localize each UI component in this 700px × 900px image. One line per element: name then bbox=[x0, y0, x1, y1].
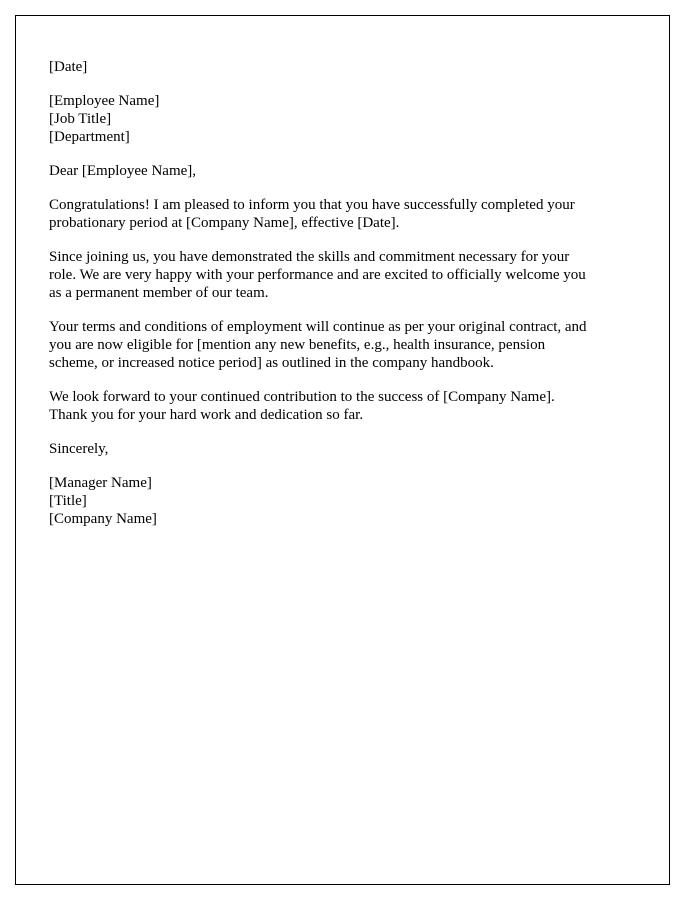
closing: Sincerely, bbox=[49, 441, 109, 457]
paragraph-thanks: We look forward to your continued contribution to the success of [Company Name]. Thank you for your hard work and dedication so far. bbox=[49, 389, 555, 423]
paragraph-terms: Your terms and conditions of employment will continue as per your original contract, and you are now eligible for [mention any new benefits, e.g., health insurance, pension scheme, or increased notice period] as outlined in the company handbook. bbox=[49, 319, 587, 371]
letter-body bbox=[16, 16, 636, 528]
signature-company-name: [Company Name] bbox=[49, 511, 157, 527]
recipient-department: [Department] bbox=[49, 129, 130, 145]
date-block bbox=[49, 58, 596, 76]
paragraph-performance: Since joining us, you have demonstrated the skills and commitment necessary for your role. We are very happy with your performance and are excited to officially welcome you as a permanent member of our team. bbox=[49, 249, 586, 301]
signature-manager-name: [Manager Name] bbox=[49, 475, 152, 491]
recipient-name: [Employee Name] bbox=[49, 93, 160, 109]
date-placeholder: [Date] bbox=[49, 59, 88, 75]
recipient-job-title: [Job Title] bbox=[49, 111, 112, 127]
signature-title: [Title] bbox=[49, 493, 87, 509]
signature-block bbox=[49, 474, 596, 528]
letter-page bbox=[15, 15, 670, 885]
paragraph-congratulations: Congratulations! I am pleased to inform you that you have successfully completed your probationary period at [Company Name], effective [Date]. bbox=[49, 197, 575, 231]
recipient-block bbox=[49, 92, 596, 146]
salutation: Dear [Employee Name], bbox=[49, 163, 197, 179]
